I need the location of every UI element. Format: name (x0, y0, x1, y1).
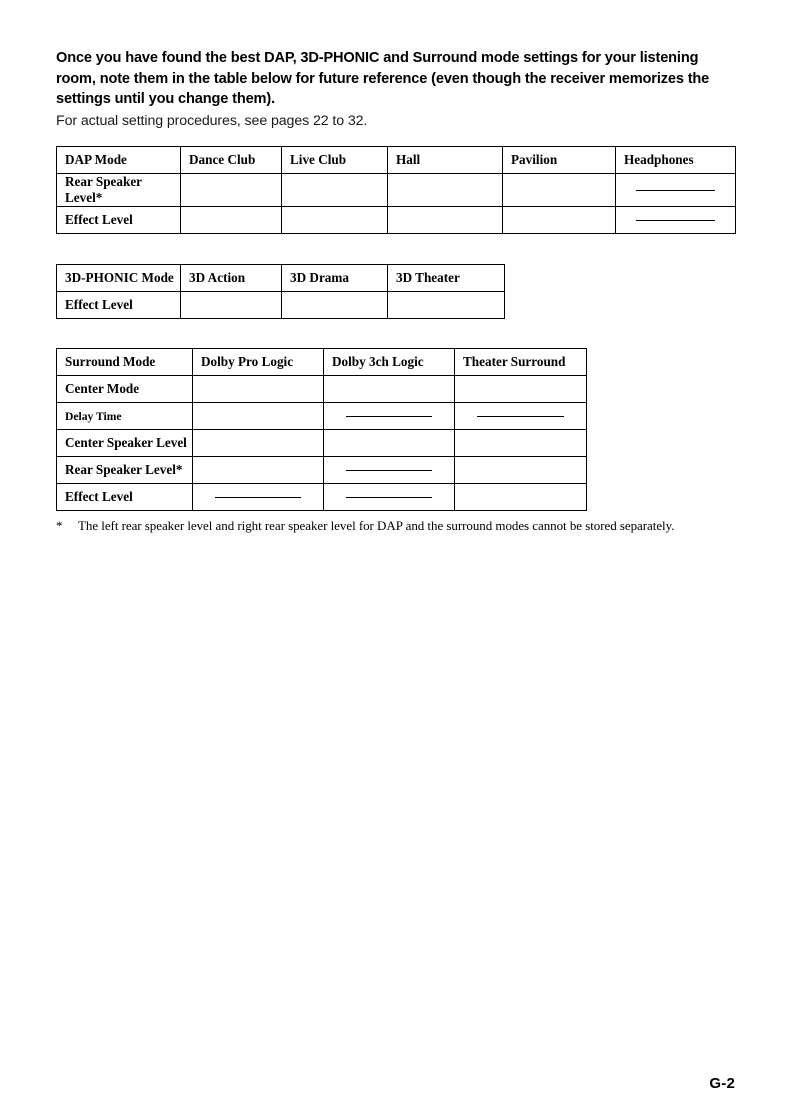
dap-header-dance-club: Dance Club (181, 147, 282, 174)
surround-cell-dolby-3ch-logic-center-mode[interactable] (324, 376, 455, 403)
surround-cell-dolby-3ch-logic-rear-speaker-level (324, 457, 455, 484)
surround-cell-theater-surround-center-speaker-level[interactable] (455, 430, 587, 457)
surround-cell-dolby-pro-logic-effect-level (193, 484, 324, 511)
strikethrough-dash (455, 403, 586, 429)
surround-cell-dolby-pro-logic-center-speaker-level[interactable] (193, 430, 324, 457)
strikethrough-dash (616, 207, 735, 233)
surround-row-label-effect-level: Effect Level (57, 484, 193, 511)
phonic-cell-3d-drama-effect-level[interactable] (282, 292, 388, 319)
surround-cell-theater-surround-effect-level[interactable] (455, 484, 587, 511)
dap-row-label-effect-level: Effect Level (57, 207, 181, 234)
dap-cell-dance-club-effect-level[interactable] (181, 207, 282, 234)
dap-cell-hall-rear-speaker-level[interactable] (388, 174, 503, 207)
dap-cell-headphones-effect-level (616, 207, 736, 234)
3d-phonic-mode-table (56, 264, 505, 319)
phonic-row-label-effect-level: Effect Level (57, 292, 181, 319)
strikethrough-dash (324, 457, 454, 483)
dap-cell-pavilion-rear-speaker-level[interactable] (503, 174, 616, 207)
dap-cell-live-club-effect-level[interactable] (282, 207, 388, 234)
surround-cell-dolby-pro-logic-delay-time[interactable] (193, 403, 324, 430)
strikethrough-dash (616, 174, 735, 206)
table-row (57, 484, 587, 511)
surround-mode-table (56, 348, 587, 511)
surround-header-dolby-3ch-logic: Dolby 3ch Logic (324, 349, 455, 376)
intro-lead-paragraph: Once you have found the best DAP, 3D-PHONIC and Surround mode settings for your listening room, note them in the table below for future reference (even though the receiver memorizes the settings until you change them). (56, 50, 710, 107)
dap-header-mode: DAP Mode (57, 147, 181, 174)
table-header-row (57, 349, 587, 376)
table-row (57, 292, 505, 319)
surround-header-dolby-pro-logic: Dolby Pro Logic (193, 349, 324, 376)
phonic-cell-3d-theater-effect-level[interactable] (388, 292, 505, 319)
dap-header-headphones: Headphones (616, 147, 736, 174)
strikethrough-dash (324, 484, 454, 510)
phonic-header-3d-theater: 3D Theater (388, 265, 505, 292)
footnote-asterisk: * (56, 518, 63, 533)
surround-row-label-center-mode: Center Mode (57, 376, 193, 403)
surround-cell-dolby-pro-logic-center-mode[interactable] (193, 376, 324, 403)
surround-row-label-rear-speaker-level: Rear Speaker Level* (57, 457, 193, 484)
dap-header-live-club: Live Club (282, 147, 388, 174)
dap-cell-live-club-rear-speaker-level[interactable] (282, 174, 388, 207)
dap-cell-pavilion-effect-level[interactable] (503, 207, 616, 234)
intro-sub-paragraph: For actual setting procedures, see pages 22 to 32. (56, 112, 368, 129)
surround-cell-theater-surround-delay-time (455, 403, 587, 430)
dap-row-label-rear-speaker-level: Rear Speaker Level* (57, 174, 181, 207)
strikethrough-dash (324, 403, 454, 429)
table-row (57, 457, 587, 484)
intro-block (56, 48, 732, 131)
surround-row-label-center-speaker-level: Center Speaker Level (57, 430, 193, 457)
surround-cell-theater-surround-rear-speaker-level[interactable] (455, 457, 587, 484)
table-header-row (57, 265, 505, 292)
surround-header-theater-surround: Theater Surround (455, 349, 587, 376)
table-row (57, 376, 587, 403)
phonic-cell-3d-action-effect-level[interactable] (181, 292, 282, 319)
dap-cell-headphones-rear-speaker-level (616, 174, 736, 207)
surround-header-mode: Surround Mode (57, 349, 193, 376)
phonic-header-3d-action: 3D Action (181, 265, 282, 292)
table-row (57, 207, 736, 234)
dap-header-pavilion: Pavilion (503, 147, 616, 174)
dap-header-hall: Hall (388, 147, 503, 174)
footnote-text: The left rear speaker level and right rear speaker level for DAP and the surround modes cannot be stored separately. (78, 518, 675, 533)
phonic-header-3d-drama: 3D Drama (282, 265, 388, 292)
dap-cell-hall-effect-level[interactable] (388, 207, 503, 234)
surround-cell-theater-surround-center-mode[interactable] (455, 376, 587, 403)
footnote (56, 517, 746, 534)
strikethrough-dash (193, 484, 323, 510)
surround-cell-dolby-pro-logic-rear-speaker-level[interactable] (193, 457, 324, 484)
surround-cell-dolby-3ch-logic-center-speaker-level[interactable] (324, 430, 455, 457)
phonic-header-mode: 3D-PHONIC Mode (57, 265, 181, 292)
surround-cell-dolby-3ch-logic-effect-level (324, 484, 455, 511)
dap-cell-dance-club-rear-speaker-level[interactable] (181, 174, 282, 207)
page-number: G-2 (709, 1075, 735, 1092)
table-row (57, 430, 587, 457)
table-row (57, 403, 587, 430)
surround-row-label-delay-time: Delay Time (57, 403, 193, 430)
table-header-row (57, 147, 736, 174)
dap-mode-table (56, 146, 736, 234)
surround-cell-dolby-3ch-logic-delay-time (324, 403, 455, 430)
table-row (57, 174, 736, 207)
